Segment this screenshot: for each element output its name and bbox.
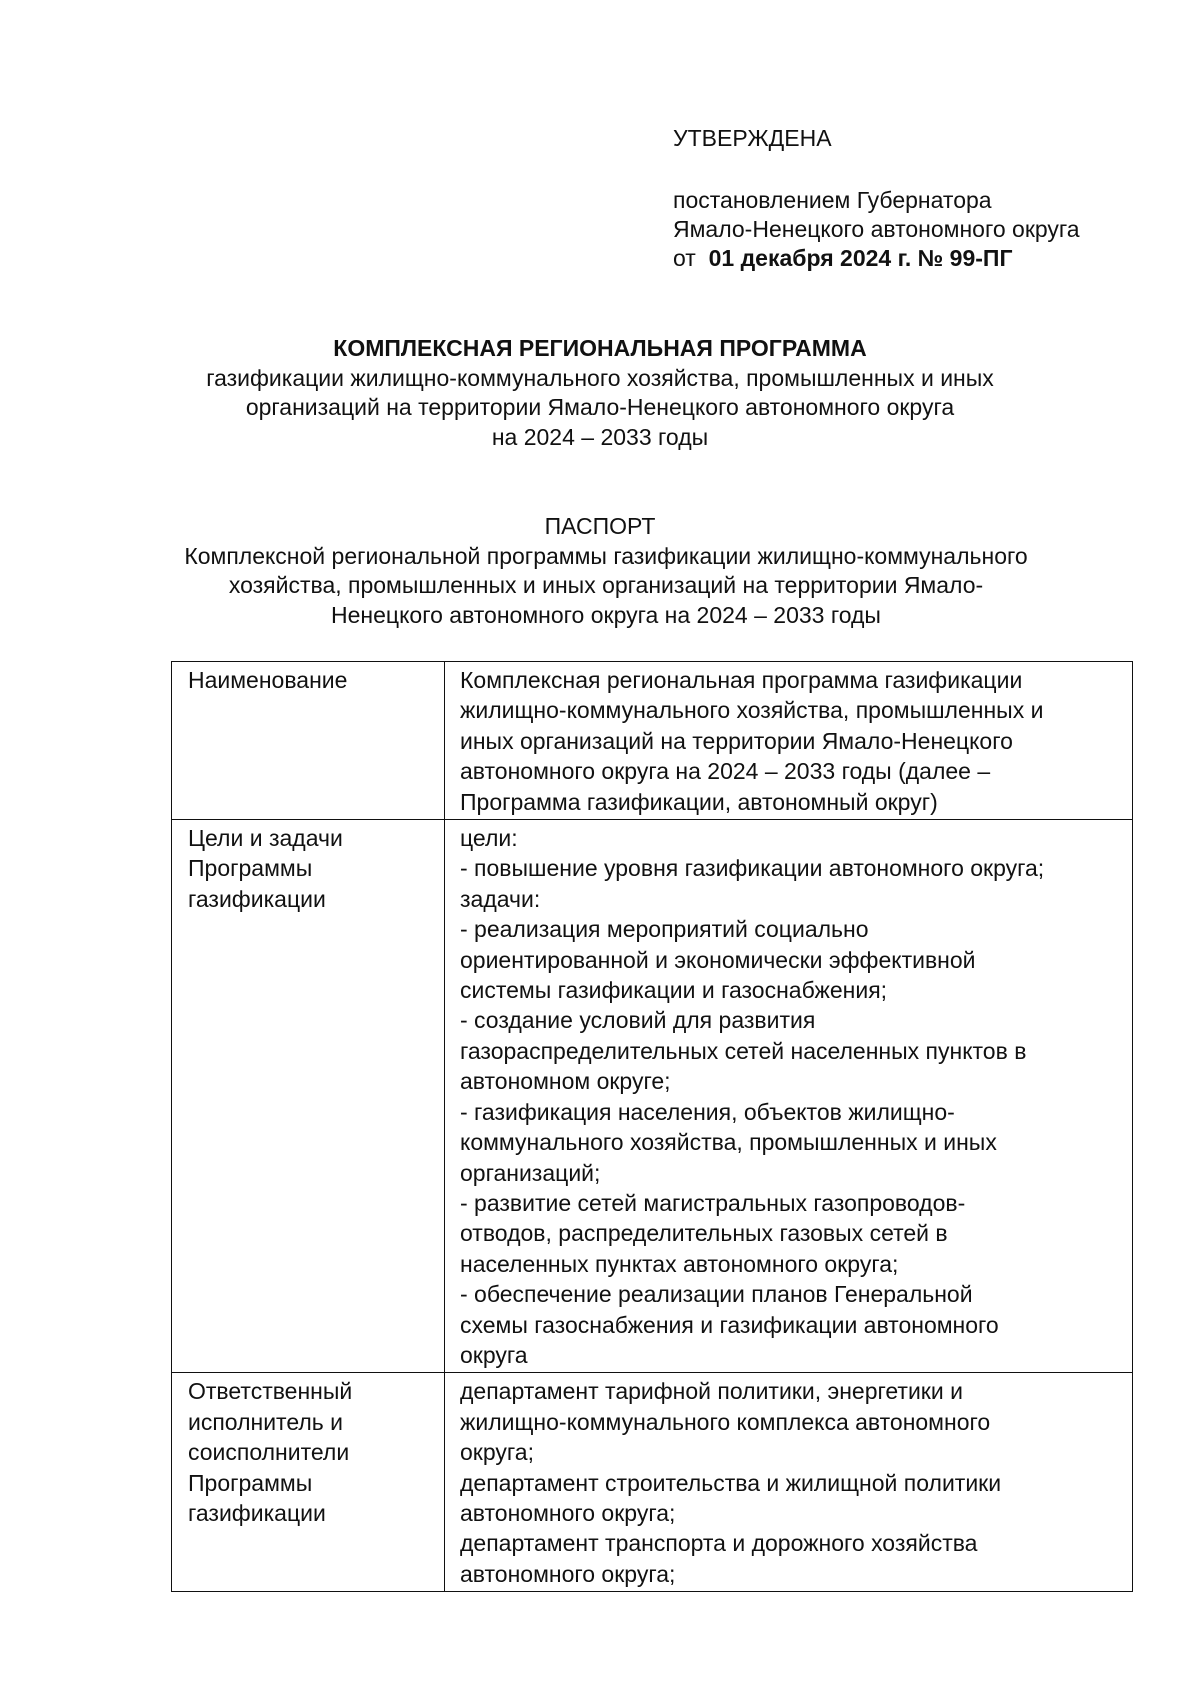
approval-date-prefix: от [673,245,696,271]
program-subtitle-line-1: газификации жилищно-коммунального хозяйства, промышленных и иных [206,364,994,391]
row-value-line: газораспределительных сетей населенных пунктов в [460,1037,1027,1064]
row-value-cell [445,1373,1133,1592]
document-title [0,334,1200,452]
row-label-line: газификации [188,885,326,912]
row-value-line: автономном округе; [460,1068,671,1095]
row-value-line: иных организаций на территории Ямало-Ненецкого [460,727,1013,754]
row-label-cell [172,1373,445,1592]
row-value-line: округа [460,1341,528,1368]
passport-heading-block [0,512,1200,630]
passport-subtitle-line-3: Ненецкого автономного округа на 2024 – 2033 годы [331,601,881,628]
row-value-line: автономного округа; [460,1499,676,1526]
table-row [172,1373,1133,1592]
program-subtitle-line-3: на 2024 – 2033 годы [491,423,709,450]
row-label-cell [172,662,445,820]
row-value-line: - реализация мероприятий социально [460,916,869,943]
row-label-line: Ответственный [188,1378,353,1405]
passport-subtitle-line-1: Комплексной региональной программы газификации жилищно-коммунального [184,542,1028,569]
approval-date-line [673,244,1080,273]
passport-subtitle-line-2: хозяйства, промышленных и иных организаций на территории Ямало- [228,572,984,598]
row-value-line: - обеспечение реализации планов Генеральной [460,1281,973,1308]
approval-date-value: 01 декабря 2024 г. № 99-ПГ [708,245,1013,271]
table-row [172,820,1133,1373]
row-label-line: Программы [188,1469,313,1496]
row-value-line: - газификация населения, объектов жилищно- [460,1098,955,1125]
row-value-line: Комплексная региональная программа газификации [460,667,1023,693]
program-title: КОМПЛЕКСНАЯ РЕГИОНАЛЬНАЯ ПРОГРАММА [333,335,867,361]
row-value-line: департамент строительства и жилищной политики [460,1469,1002,1496]
approval-line-2: Ямало-Ненецкого автономного округа [673,216,1080,242]
row-value-line: коммунального хозяйства, промышленных и иных [460,1129,997,1156]
row-value-cell [445,662,1133,820]
row-value-line: Программа газификации, автономный округ) [460,788,938,815]
row-value-line: департамент транспорта и дорожного хозяйства [460,1530,978,1557]
row-value-line: департамент тарифной политики, энергетики и [460,1378,963,1405]
row-value-line: задачи: [460,885,541,912]
table-row [172,662,1133,820]
approval-caption: УТВЕРЖДЕНА [673,125,832,151]
approval-decree [673,186,1080,273]
row-value-line: цели: [460,825,518,852]
row-value-line: населенных пунктах автономного округа; [460,1250,899,1277]
row-value-line: жилищно-коммунального комплекса автономного [460,1408,991,1435]
row-value-line: - создание условий для развития [460,1007,816,1034]
program-subtitle-line-2: организаций на территории Ямало-Ненецкого автономного округа [245,394,955,420]
row-value-line: округа; [460,1439,534,1466]
row-label-line: Наименование [188,667,348,693]
row-value-line: системы газификации и газоснабжения; [460,977,888,1004]
row-label-line: газификации [188,1499,326,1526]
row-value-line: схемы газоснабжения и газификации автономного [460,1311,999,1338]
row-value-line: - развитие сетей магистральных газопроводов- [460,1189,966,1216]
row-label-line: исполнитель и [188,1408,344,1435]
row-value-line: автономного округа; [460,1560,676,1587]
row-value-line: автономного округа на 2024 – 2033 годы (далее – [460,758,991,785]
row-value-cell [445,820,1133,1373]
passport-heading: ПАСПОРТ [544,513,656,539]
row-value-line: - повышение уровня газификации автономного округа; [460,855,1045,882]
row-label-line: Цели и задачи [188,825,343,852]
row-label-line: соисполнители [188,1439,350,1466]
row-label-line: Программы [188,855,313,882]
passport-table-body [172,662,1133,1592]
row-value-line: отводов, распределительных газовых сетей в [460,1220,948,1247]
approval-line-1: постановлением Губернатора [673,187,992,213]
row-value-line: ориентированной и экономически эффективной [460,946,976,973]
row-value-line: организаций; [460,1159,601,1186]
row-label-cell [172,820,445,1373]
row-value-line: жилищно-коммунального хозяйства, промышленных и [460,697,1044,724]
passport-table [171,661,1133,1592]
